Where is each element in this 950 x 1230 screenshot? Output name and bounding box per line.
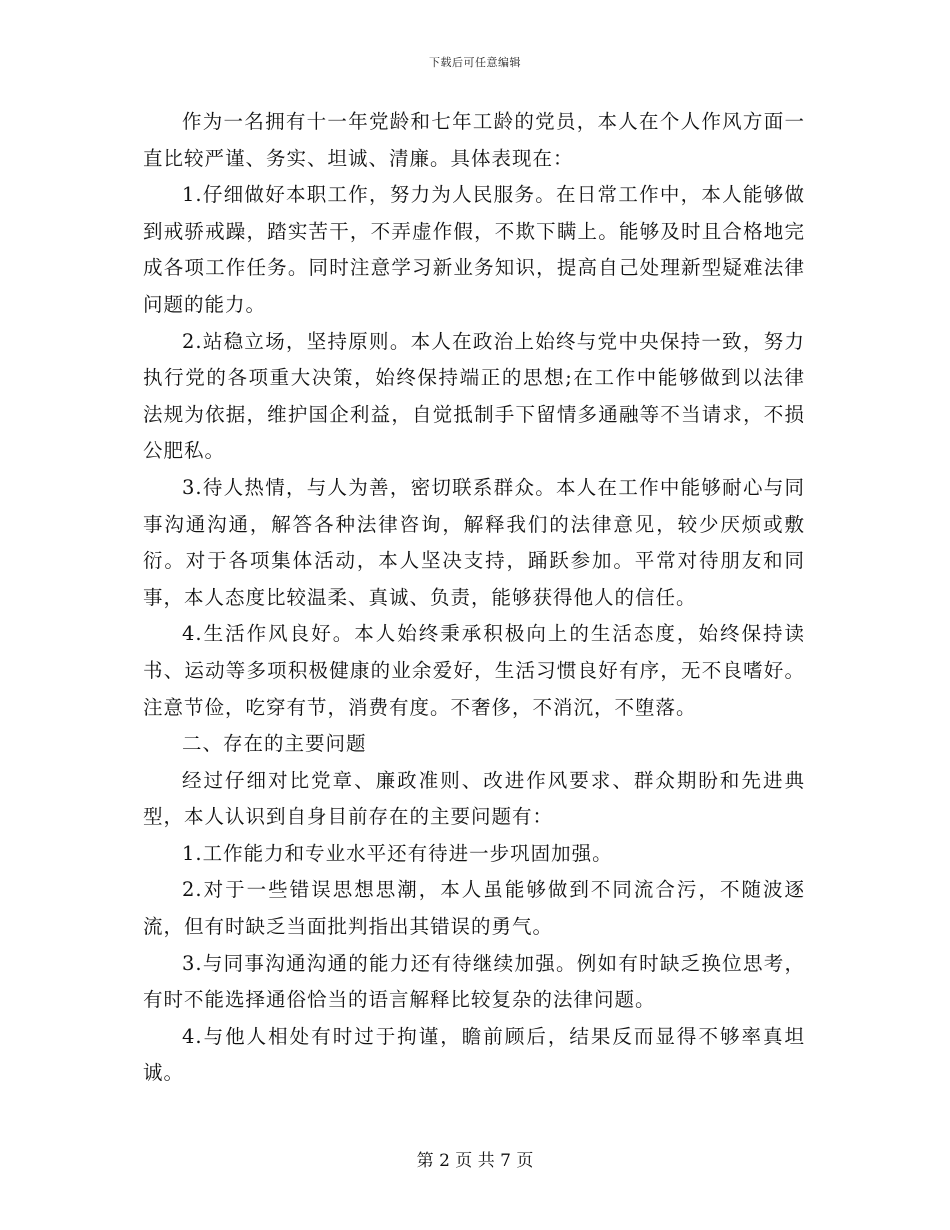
paragraph-problem-2: 2.对于一些错误思想思潮，本人虽能够做到不同流合污，不随波逐流，但有时缺乏当面批判指出其错误的勇气。: [143, 878, 805, 939]
paragraph-problem-4: 4.与他人相处有时过于拘谨，瞻前顾后，结果反而显得不够率真坦诚。: [143, 1024, 805, 1085]
paragraph-problem-1: 1.工作能力和专业水平还有待进一步巩固加强。: [182, 841, 613, 865]
paragraph-intro: 作为一名拥有十一年党龄和七年工龄的党员，本人在个人作风方面一直比较严谨、务实、坦诚、清廉。具体表现在：: [143, 110, 805, 170]
paragraph-item-1: 1.仔细做好本职工作，努力为人民服务。在日常工作中，本人能够做到戒骄戒躁，踏实苦干，不弄虚作假，不欺下瞒上。能够及时且合格地完成各项工作任务。同时注意学习新业务知识，提高自己处理新型疑难法律问题的能力。: [143, 183, 805, 316]
paragraph-item-3: 3.待人热情，与人为善，密切联系群众。本人在工作中能够耐心与同事沟通沟通，解答各种法律咨询，解释我们的法律意见，较少厌烦或敷衍。对于各项集体活动，本人坚决支持，踊跃参加。平常对待朋友和同事，本人态度比较温柔、真诚、负责，能够获得他人的信任。: [143, 475, 805, 609]
paragraph-problem-3: 3.与同事沟通沟通的能力还有待继续加强。例如有时缺乏换位思考，有时不能选择通俗恰当的语言解释比较复杂的法律问题。: [143, 951, 805, 1012]
section-heading: 二、存在的主要问题: [182, 732, 367, 756]
page-header: 下载后可任意编辑: [429, 56, 521, 69]
paragraph-item-2: 2.站稳立场，坚持原则。本人在政治上始终与党中央保持一致，努力执行党的各项重大决策，始终保持端正的思想;在工作中能够做到以法律法规为依据，维护国企利益，自觉抵制手下留情多通融等不当请求，不损公肥私。: [143, 329, 805, 463]
document-body: [143, 104, 805, 1092]
page-footer: 第 2 页 共 7 页: [416, 1151, 534, 1171]
paragraph-item-4: 4.生活作风良好。本人始终秉承积极向上的生活态度，始终保持读书、运动等多项积极健康的业余爱好，生活习惯良好有序，无不良嗜好。注意节俭，吃穿有节，消费有度。不奢侈，不消沉，不堕落。: [143, 622, 805, 719]
paragraph-problems-intro: 经过仔细对比党章、廉政准则、改进作风要求、群众期盼和先进典型，本人认识到自身目前存在的主要问题有：: [143, 768, 805, 829]
